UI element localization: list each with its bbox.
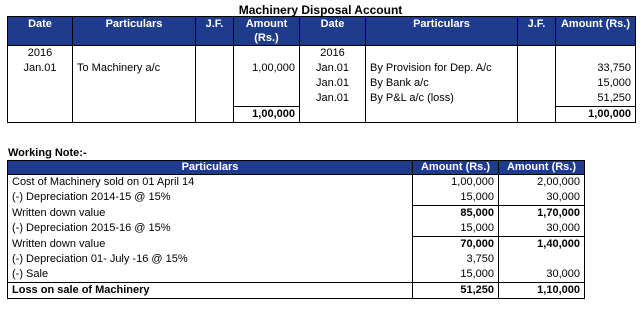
debit-amount-header: Amount (Rs.) (234, 17, 300, 46)
wn-particulars: Cost of Machinery sold on 01 April 14 (8, 175, 413, 191)
wn-amount1: 15,000 (413, 190, 499, 206)
machinery-disposal-account-table (7, 16, 636, 123)
wn-particulars: Written down value (8, 237, 413, 253)
account-title: Machinery Disposal Account (238, 3, 403, 17)
wn-amount2-header: Amount (Rs.) (499, 161, 585, 175)
wn-amount2: 1,10,000 (499, 283, 585, 299)
wn-amount2: 1,70,000 (499, 206, 585, 222)
working-note-table (7, 160, 585, 299)
credit-date-header: Date (300, 17, 366, 46)
debit-jf-header: J.F. (196, 17, 234, 46)
account-row (8, 61, 636, 76)
wn-amount1: 3,750 (413, 252, 499, 267)
credit-date: Jan.01 (300, 61, 366, 76)
working-note-label: Working Note:- (8, 147, 87, 159)
working-note-row (8, 175, 585, 191)
working-note-total-row (8, 283, 585, 299)
working-note-row (8, 267, 585, 283)
credit-amount: 51,250 (556, 91, 636, 107)
wn-amount1: 1,00,000 (413, 175, 499, 191)
wn-amount1: 85,000 (413, 206, 499, 222)
wn-amount2: 30,000 (499, 190, 585, 206)
credit-particulars-header: Particulars (366, 17, 518, 46)
debit-year: 2016 (8, 46, 73, 62)
wn-amount1: 70,000 (413, 237, 499, 253)
debit-particulars: To Machinery a/c (73, 61, 196, 76)
credit-particulars: By Provision for Dep. A/c (366, 61, 518, 76)
wn-amount2: 1,40,000 (499, 237, 585, 253)
credit-amount: 33,750 (556, 61, 636, 76)
debit-amount: 1,00,000 (234, 61, 300, 76)
wn-particulars: (-) Depreciation 2014-15 @ 15% (8, 190, 413, 206)
wn-amount1: 15,000 (413, 267, 499, 283)
working-note-row (8, 190, 585, 206)
wn-amount1: 51,250 (413, 283, 499, 299)
wn-particulars: (-) Sale (8, 267, 413, 283)
credit-particulars: By P&L a/c (loss) (366, 91, 518, 107)
credit-amount-header: Amount (Rs.) (556, 17, 636, 46)
credit-amount: 15,000 (556, 76, 636, 91)
debit-date-header: Date (8, 17, 73, 46)
working-note-row (8, 237, 585, 253)
working-note-header-row (8, 161, 585, 175)
wn-particulars: Written down value (8, 206, 413, 222)
account-row (8, 91, 636, 107)
credit-total: 1,00,000 (556, 107, 636, 123)
wn-particulars: Loss on sale of Machinery (8, 283, 413, 299)
wn-amount2: 30,000 (499, 221, 585, 237)
wn-amount2: 30,000 (499, 267, 585, 283)
wn-amount1: 15,000 (413, 221, 499, 237)
working-note-row (8, 206, 585, 222)
account-row (8, 76, 636, 91)
credit-year: 2016 (300, 46, 366, 62)
account-total-row (8, 107, 636, 123)
account-header-row (8, 17, 636, 46)
wn-amount2: 2,00,000 (499, 175, 585, 191)
credit-jf-header: J.F. (518, 17, 556, 46)
wn-particulars: (-) Depreciation 01- July -16 @ 15% (8, 252, 413, 267)
debit-total: 1,00,000 (234, 107, 300, 123)
credit-date: Jan.01 (300, 76, 366, 91)
credit-particulars: By Bank a/c (366, 76, 518, 91)
account-row (8, 46, 636, 62)
wn-amount1-header: Amount (Rs.) (413, 161, 499, 175)
working-note-row (8, 252, 585, 267)
wn-amount2 (499, 252, 585, 267)
wn-particulars-header: Particulars (8, 161, 413, 175)
credit-date: Jan.01 (300, 91, 366, 107)
debit-particulars-header: Particulars (73, 17, 196, 46)
debit-date: Jan.01 (8, 61, 73, 76)
working-note-row (8, 221, 585, 237)
wn-particulars: (-) Depreciation 2015-16 @ 15% (8, 221, 413, 237)
